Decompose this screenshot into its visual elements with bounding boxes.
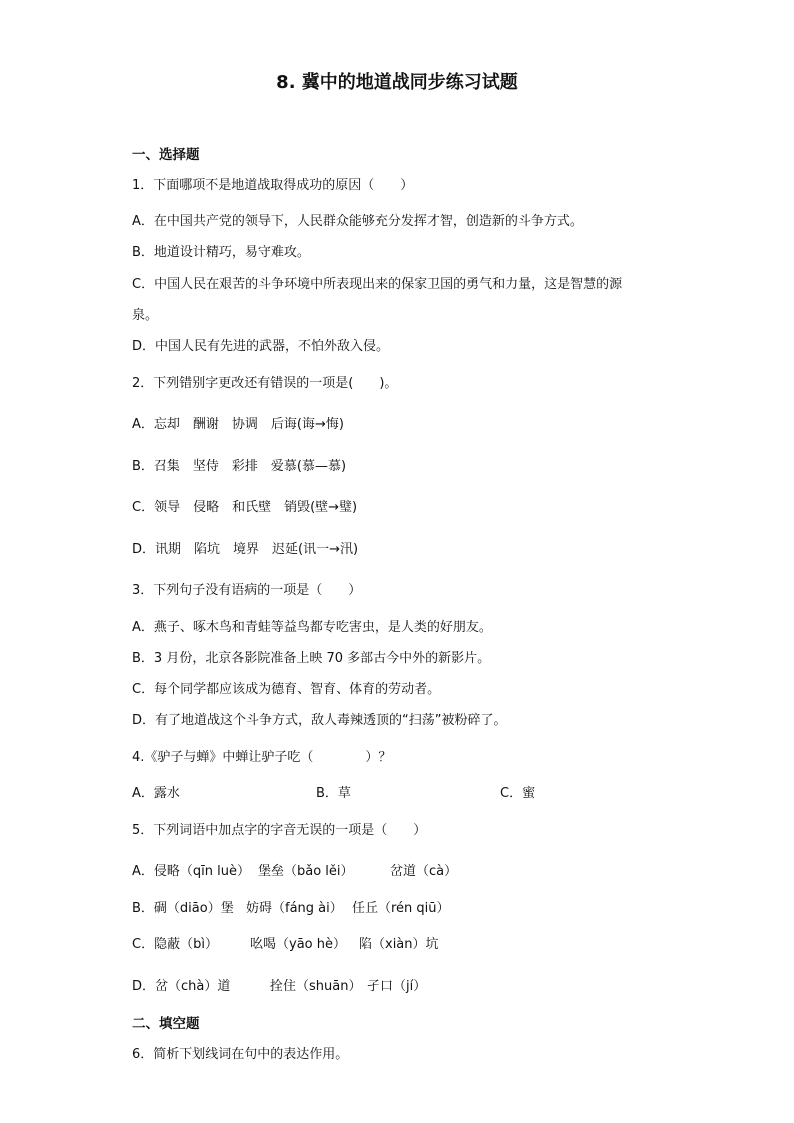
question-3-option-c: C．每个同学都应该成为德育、智育、体育的劳动者。: [132, 682, 441, 697]
question-2-option-c: C．领导 侵略 和氏壁 销毁(壁→璧): [132, 500, 358, 515]
question-3-option-d: D．有了地道战这个斗争方式，敌人毒辣透顶的“扫荡”被粉碎了。: [132, 713, 507, 728]
question-3-option-a: A．燕子、啄木鸟和青蛙等益鸟都专吃害虫，是人类的好朋友。: [132, 620, 492, 635]
question-1-option-c: C．中国人民在艰苦的斗争环境中所表现出来的保家卫国的勇气和力量，这是智慧的源: [132, 277, 623, 292]
question-3-option-b: B．3 月份，北京各影院准备上映 70 多部古今中外的新影片。: [132, 651, 491, 666]
question-5-option-a-word-1: A．侵略（qīn luè）: [132, 864, 250, 879]
question-4-option-c: C．蜜: [500, 786, 536, 801]
question-5-option-d-word-2: 拴住（shuān）: [270, 979, 362, 994]
question-2-option-d: D．讯期 陷坑 境界 迟延(讯一→汛): [132, 542, 359, 557]
question-2-option-a: A．忘却 酬谢 协调 后诲(诲→悔): [132, 417, 344, 432]
section-heading-choice: 一、选择题: [132, 147, 200, 163]
question-1-option-c-cont: 泉。: [132, 308, 159, 323]
question-5-option-b-word-3: 任丘（rén qiū）: [352, 901, 450, 916]
question-5-option-c-word-1: C．隐蔽（bì）: [132, 937, 218, 952]
question-5-option-a-word-3: 岔道（cà）: [390, 864, 458, 879]
question-2-stem: 2．下列错别字更改还有错误的一项是( )。: [132, 376, 398, 391]
question-6-stem: 6．简析下划线词在句中的表达作用。: [132, 1047, 349, 1062]
question-5-option-a-word-2: 堡垒（bǎo lěi）: [258, 864, 354, 879]
question-1-option-b: B．地道设计精巧，易守难攻。: [132, 245, 310, 260]
question-4-option-b: B．草: [316, 786, 351, 801]
question-5-option-c-word-2: 吆喝（yāo hè）: [250, 937, 346, 952]
section-heading-fill: 二、填空题: [132, 1016, 200, 1032]
question-4-stem: 4.《驴子与蝉》中蝉让驴子吃（ ）？: [132, 750, 392, 765]
question-2-option-b: B．召集 坚侍 彩排 爱慕(慕—慕): [132, 459, 347, 474]
page-title: 8. 冀中的地道战同步练习试题: [276, 72, 518, 93]
question-5-stem: 5．下列词语中加点字的字音无误的一项是（ ）: [132, 823, 427, 838]
question-5-option-c-word-3: 陷（xiàn）坑: [359, 937, 439, 952]
question-5-option-d-word-1: D．岔（chà）道: [132, 979, 231, 994]
question-4-option-a: A．露水: [132, 786, 180, 801]
question-3-stem: 3．下列句子没有语病的一项是（ ）: [132, 583, 362, 598]
question-5-option-b-word-2: 妨碍（fáng ài）: [246, 901, 343, 916]
question-5-option-d-word-3: 孑口（jí）: [367, 979, 427, 994]
question-5-option-b-word-1: B．碉（diāo）堡: [132, 901, 234, 916]
question-1-stem: 1．下面哪项不是地道战取得成功的原因（ ）: [132, 178, 414, 193]
question-1-option-d: D．中国人民有先进的武器，不怕外敌入侵。: [132, 339, 390, 354]
question-1-option-a: A．在中国共产党的领导下，人民群众能够充分发挥才智，创造新的斗争方式。: [132, 214, 583, 229]
